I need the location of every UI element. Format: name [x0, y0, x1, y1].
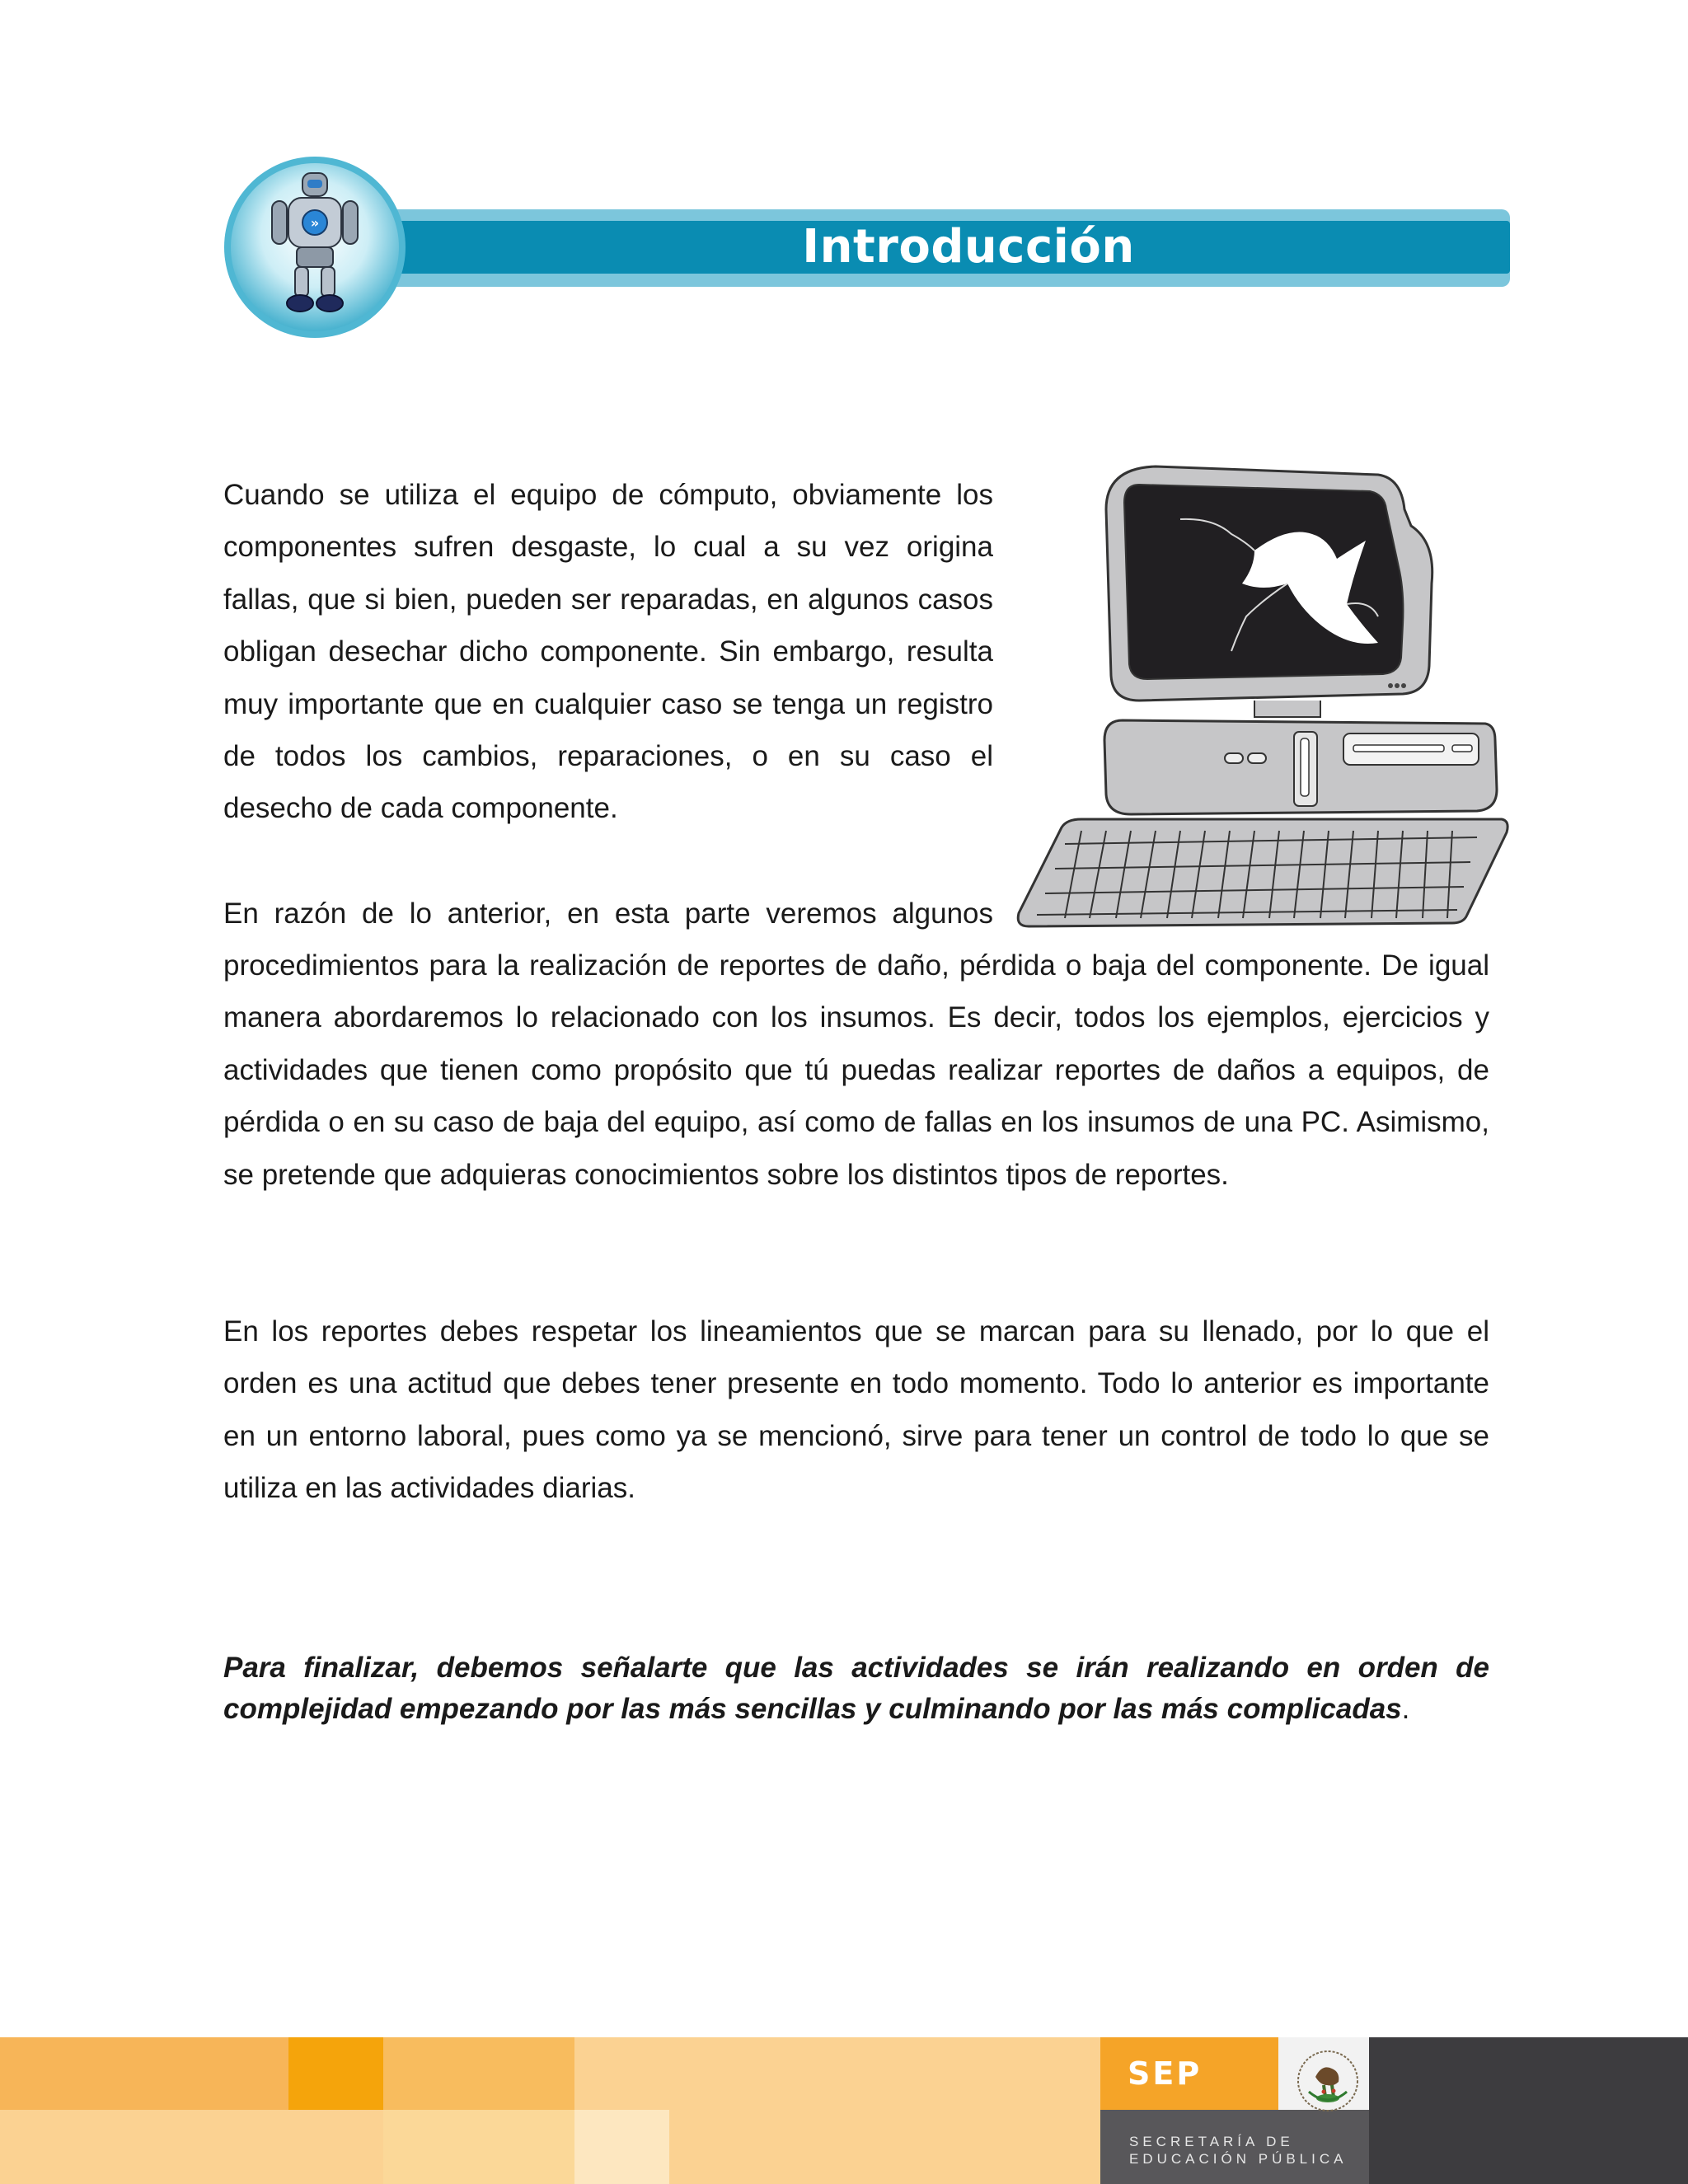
paragraph-2-first-line: En razón de lo anterior, en esta parte veremos algunos: [223, 898, 993, 930]
footer-block: [383, 2037, 574, 2110]
sep-logo: SEP: [1128, 2055, 1203, 2092]
broken-computer-icon: [1015, 460, 1510, 930]
footer-block: [574, 2037, 1100, 2110]
closing-note: [223, 1647, 1489, 1730]
closing-note-text: Para finalizar, debemos señalarte que las actividades se irán realizando en orden de complejidad empezando por las más sencillas y culminando por las más complicadas: [223, 1652, 1489, 1725]
closing-note-period: .: [1401, 1693, 1410, 1725]
page-title: Introducción: [802, 220, 1135, 274]
mexican-coat-of-arms-icon: [1291, 2044, 1365, 2118]
paragraph-3: En los reportes debes respetar los lineamientos que se marcan para su llenado, por lo que el orden es una actitud que debes tener presente en todo momento. Todo lo anterior es importante en un entorno laboral, pues como ya se mencionó, sirve para tener un control de todo lo que se utiliza en las actividades diarias.: [223, 1315, 1489, 1505]
footer-block: [288, 2037, 383, 2110]
footer-block: [0, 2037, 288, 2110]
svg-text:»: »: [310, 215, 320, 231]
footer: [0, 2037, 1688, 2184]
paragraph-2: procedimientos para la realización de reportes de daño, pérdida o baja del componente. De igual manera abordaremos lo relacionado con los insumos. Es decir, todos los ejemplos, ejercicios y actividades que tienen como propósito que tú puedas realizar reportes de daños a equipos, de pérdida o en su caso de baja del equipo, así como de fallas en los insumos de una PC. Asimismo, se pretende que adquieras conocimientos sobre los distintos tipos de reportes.: [223, 949, 1489, 1191]
footer-block: [383, 2110, 574, 2184]
robot-mascot-icon: [223, 155, 407, 340]
footer-block: [0, 2110, 383, 2184]
footer-block: [574, 2110, 669, 2184]
footer-block: [669, 2110, 1100, 2184]
sep-subtitle-line-1: SECRETARÍA DE: [1129, 2134, 1294, 2149]
sep-subtitle-line-2: EDUCACIÓN PÚBLICA: [1129, 2151, 1348, 2167]
sep-subtitle: [1129, 2133, 1347, 2168]
paragraph-1: Cuando se utiliza el equipo de cómputo, obviamente los componentes sufren desgaste, lo cual a su vez origina fallas, que si bien, pueden ser reparadas, en algunos casos obligan desechar dicho componente. Sin embargo, resulta muy importante que en cualquier caso se tenga un registro de todos los cambios, reparaciones, o en su caso el desecho de cada componente.: [223, 479, 993, 825]
footer-dark-block: [1369, 2037, 1688, 2184]
